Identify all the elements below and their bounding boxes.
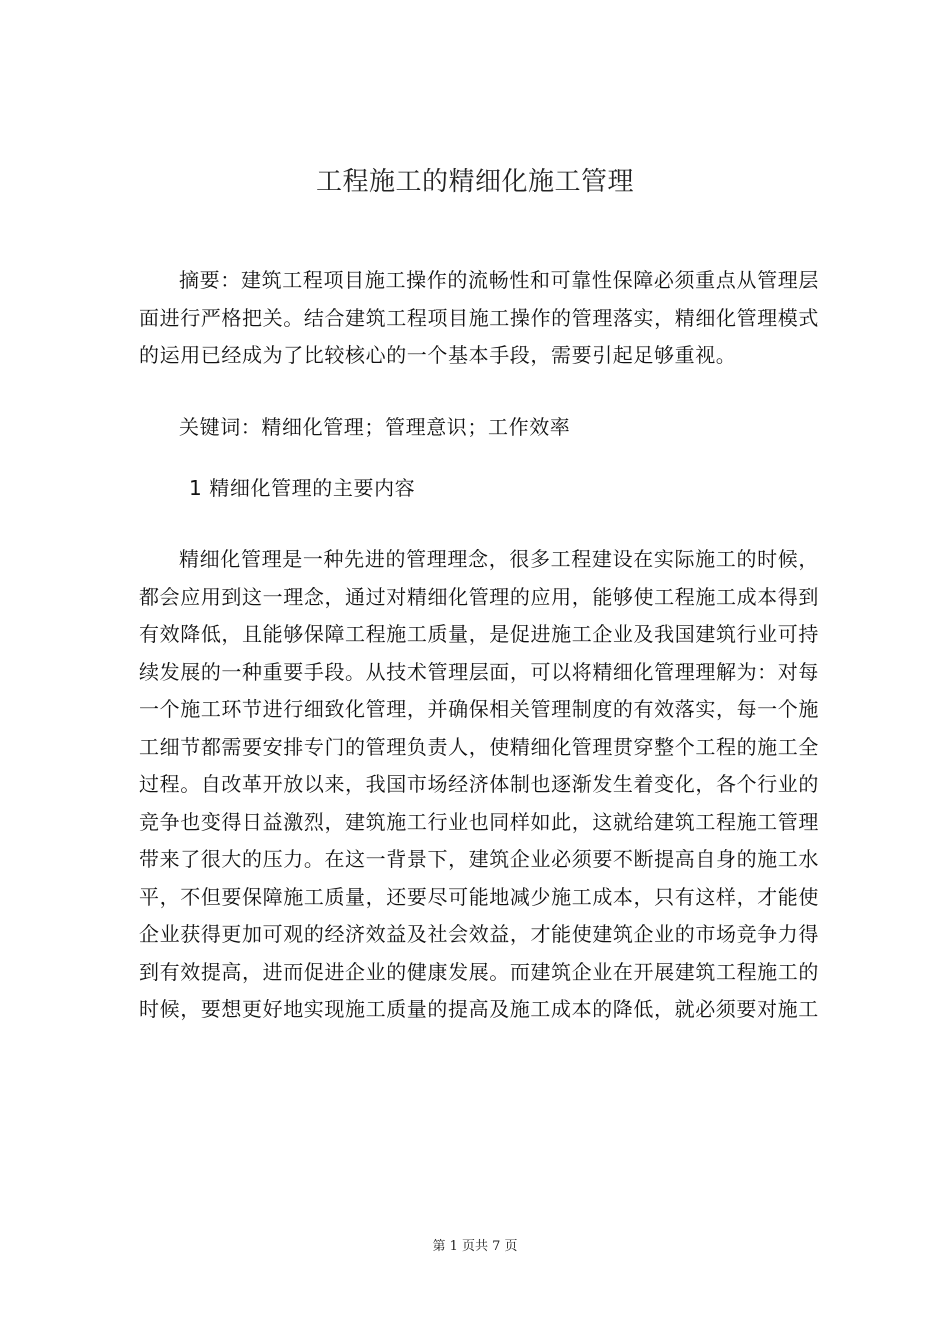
section-heading: 1 精细化管理的主要内容: [189, 476, 416, 500]
document-title: 工程施工的精细化施工管理: [315, 167, 634, 197]
abstract-paragraph: 摘要：建筑工程项目施工操作的流畅性和可靠性保障必须重点从管理层面进行严格把关。结合建筑工程项目施工操作的管理落实，精细化管理模式的运用已经成为了比较核心的一个基本手段，需要引起足够重视。: [139, 268, 819, 367]
body-paragraph: 精细化管理是一种先进的管理理念，很多工程建设在实际施工的时候，都会应用到这一理念，通过对精细化管理的应用，能够使工程施工成本得到有效降低，且能够保障工程施工质量，是促进施工企业及我国建筑行业可持续发展的一种重要手段。从技术管理层面，可以将精细化管理理解为：对每一个施工环节进行细致化管理，并确保相关管理制度的有效落实，每一个施工细节都需要安排专门的管理负责人，使精细化管理贯穿整个工程的施工全过程。自改革开放以来，我国市场经济体制也逐渐发生着变化，各个行业的竞争也变得日益激烈，建筑施工行业也同样如此，这就给建筑工程施工管理带来了很大的压力。在这一背景下，建筑企业必须要不断提高自身的施工水平，不但要保障施工质量，还要尽可能地减少施工成本，只有这样，才能使企业获得更加可观的经济效益及社会效益，才能使建筑企业的市场竞争力得到有效提高，进而促进企业的健康发展。而建筑企业在开展建筑工程施工的时候，要想更好地实现施工质量的提高及施工成本的降低，就必须要对施工: [139, 547, 819, 1021]
keywords-line: 关键词：精细化管理；管理意识；工作效率: [179, 415, 571, 439]
page-footer: 第 1 页共 7 页: [432, 1239, 518, 1254]
